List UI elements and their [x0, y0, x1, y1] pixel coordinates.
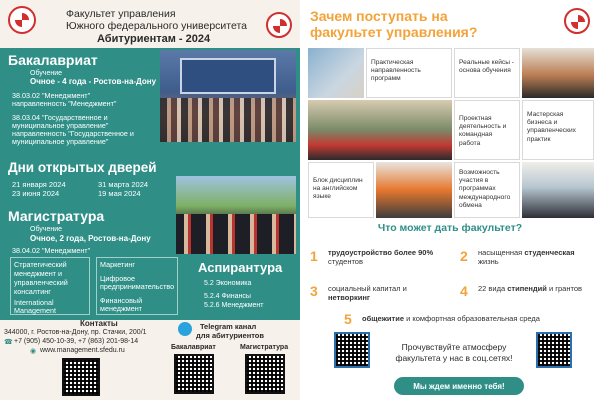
master-program: консалтинг	[14, 287, 51, 296]
bachelor-form-value: Очное - 4 года - Ростов-на-Дону	[30, 77, 157, 86]
phone-icon: ☎	[4, 339, 13, 346]
graduation-photo	[176, 176, 296, 254]
aspirantura-item: 5.2.6 Менеджмент	[204, 302, 264, 309]
aspirantura-item: 5.2 Экономика	[204, 280, 252, 287]
master-form-value: Очное, 2 года, Ростов-на-Дону	[30, 234, 151, 243]
master-programs-right	[96, 257, 178, 315]
feature-employment: трудоустройство более 90% студентов	[328, 248, 434, 267]
grid-text-practice: Практическая направленность программ	[366, 48, 452, 98]
master-code: 38.04.02 "Менеджмент"	[12, 246, 91, 255]
feature-number: 4	[460, 283, 468, 299]
open-day-4: 19 мая 2024	[98, 189, 141, 198]
qr-code-site[interactable]	[62, 358, 100, 396]
master-program: менеджмент и	[14, 269, 62, 278]
photo-group-outdoor	[308, 100, 452, 160]
master-program: Management	[14, 306, 56, 315]
open-day-1: 21 января 2024	[12, 180, 66, 189]
grid-text-cases: Реальные кейсы - основа обучения	[454, 48, 520, 98]
master-program: Маркетинг	[100, 260, 135, 269]
qr-label-master: Магистратура	[240, 344, 289, 351]
cta-line1: Прочувствуйте атмосферу	[401, 342, 507, 352]
master-program: управленческий	[14, 278, 68, 287]
open-day-3: 31 марта 2024	[98, 180, 149, 189]
bachelor-prog2-code: 38.03.04 "Государственное и	[12, 113, 108, 122]
faculty-logo	[564, 8, 590, 34]
bachelor-prog2-line2: муниципальное управление"	[12, 121, 109, 130]
group-photo-bachelor	[160, 50, 296, 142]
open-day-2: 23 июня 2024	[12, 189, 60, 198]
cta-line2: факультета у нас в соц.сетях!	[395, 353, 513, 363]
aspirantura-item: 5.2.4 Финансы	[204, 293, 251, 300]
master-form-label: Обучение	[30, 226, 63, 233]
qr-label-bachelor: Бакалавриат	[171, 344, 216, 351]
feature-number: 5	[344, 311, 352, 327]
bachelor-prog1-dir: направленность "Менеджмент"	[12, 99, 117, 108]
feature-number: 3	[310, 283, 318, 299]
qr-code-social-1[interactable]	[334, 332, 370, 368]
master-program: предпринимательство	[100, 282, 175, 291]
grid-text-workshop: Мастерская бизнеса и управленческих практик	[522, 100, 594, 160]
telegram-subtitle: для абитуриентов	[196, 331, 264, 340]
master-program: Финансовый	[100, 296, 143, 305]
cta-button[interactable]: Мы ждем именно тебя!	[394, 377, 524, 395]
university-logo	[8, 6, 36, 34]
photo-lecture	[308, 48, 364, 98]
feature-dormitory: общежитие и комфортная образовательная среда	[362, 314, 540, 323]
grid-text-english: Блок дисциплин на английском языке	[308, 162, 374, 218]
bachelor-prog2-line3: направленность "Государственное и	[12, 129, 134, 138]
feature-number: 2	[460, 248, 468, 264]
master-title: Магистратура	[8, 208, 105, 224]
bachelor-prog1-code: 38.03.02 "Менеджмент"	[12, 91, 91, 100]
master-program: Цифровое	[100, 274, 135, 283]
header-line3: Абитуриентам - 2024	[97, 33, 211, 45]
question-heading: Что может дать факультет?	[377, 222, 523, 234]
faculty-logo	[266, 12, 292, 38]
aspirantura-title: Аспирантура	[198, 260, 283, 275]
contacts-site[interactable]: www.management.sfedu.ru	[40, 347, 125, 354]
contacts-phones: +7 (905) 450-10-39, +7 (863) 201-98-14	[14, 338, 139, 345]
master-programs-left	[10, 257, 90, 315]
grid-text-projects: Проектная деятельность и командная работа	[454, 100, 520, 160]
bachelor-prog2-line4: муниципальное управление"	[12, 137, 109, 146]
telegram-title: Telegram канал	[200, 322, 257, 331]
master-program: International	[14, 298, 54, 307]
grid-text-exchange: Возможность участия в программах международного обмена	[454, 162, 520, 218]
feature-scholarships: 22 вида стипендий и грантов	[478, 284, 582, 293]
bachelor-title: Бакалавриат	[8, 52, 98, 68]
header-line2: Южного федерального университета	[66, 20, 247, 32]
feature-networking: социальный капитал и нетворкинг	[328, 284, 407, 303]
globe-icon: ◉	[30, 348, 37, 355]
header-line1: Факультет управления	[66, 8, 176, 20]
photo-students-orange	[376, 162, 452, 218]
contacts-address: 344000, г. Ростов-на-Дону, пр. Стачки, 200/1	[4, 329, 147, 336]
right-page	[300, 0, 600, 400]
open-days-title: Дни открытых дверей	[8, 160, 157, 175]
photo-presentation	[522, 162, 594, 218]
photo-students-1	[522, 48, 594, 98]
master-program: менеджмент	[100, 304, 142, 313]
feature-number: 1	[310, 248, 318, 264]
bachelor-form-label: Обучение	[30, 70, 63, 77]
qr-code-bachelor[interactable]	[174, 354, 214, 394]
master-program: Стратегический	[14, 260, 67, 269]
telegram-icon	[178, 322, 192, 336]
contacts-title: Контакты	[80, 319, 118, 328]
feature-student-life: насыщенная студенческая жизнь	[478, 248, 575, 267]
right-title-line2: факультет управления?	[310, 24, 478, 40]
qr-code-social-2[interactable]	[536, 332, 572, 368]
qr-code-master[interactable]	[245, 354, 285, 394]
right-title-line1: Зачем поступать на	[310, 8, 448, 24]
